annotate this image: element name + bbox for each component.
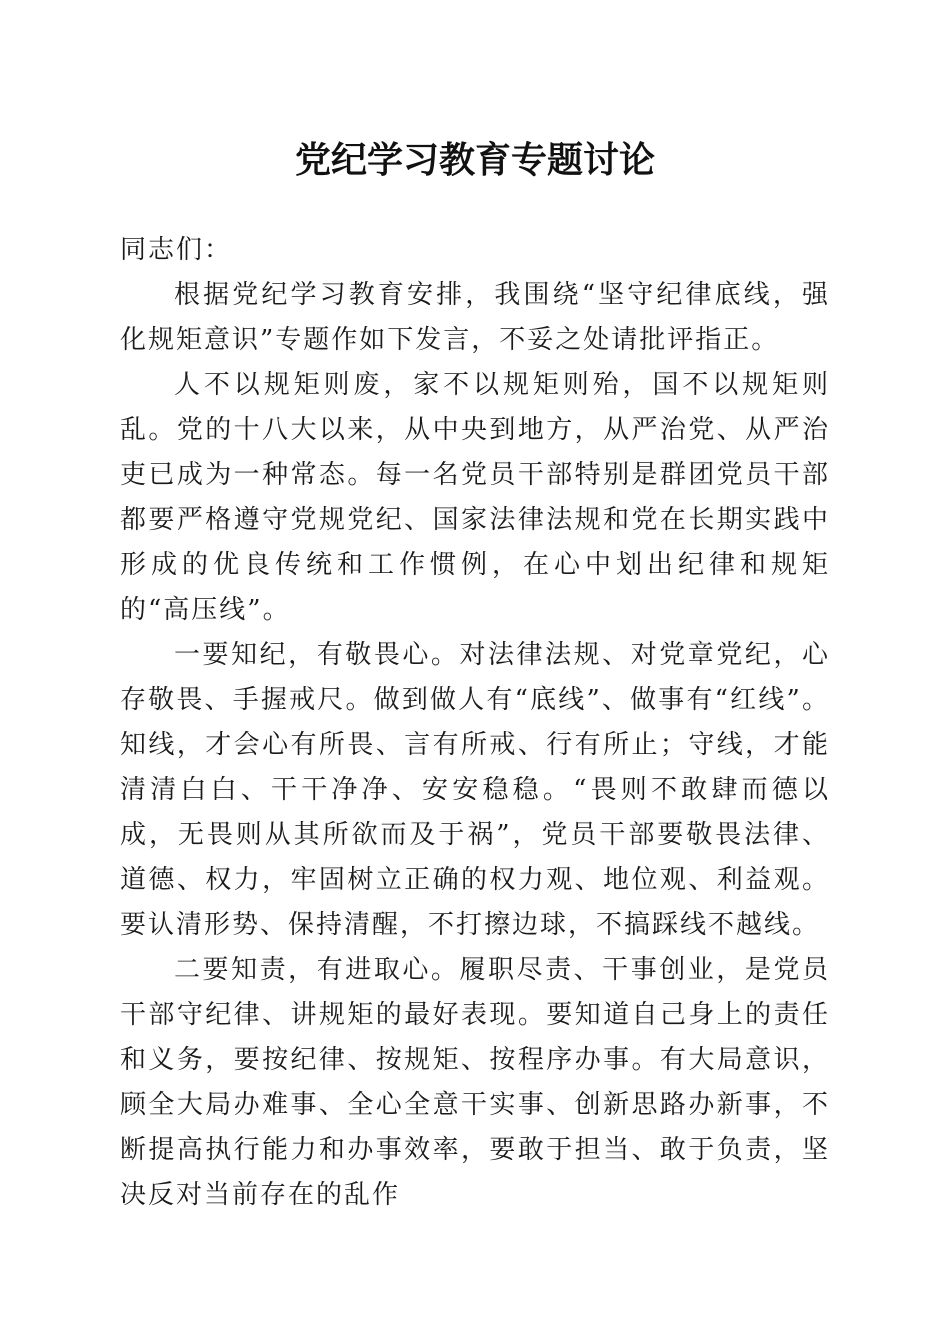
paragraph-rules: 人不以规矩则废，家不以规矩则殆，国不以规矩则乱。党的十八大以来，从中央到地方，从严治党、从严治吏已成为一种常态。每一名党员干部特别是群团党员干部都要严格遵守党规党纪、国家法律法规和党在长期实践中形成的优良传统和工作惯例，在心中划出纪律和规矩的“高压线”。	[120, 370, 830, 625]
paragraph-know-discipline: 一要知纪，有敬畏心。对法律法规、对党章党纪，心存敬畏、手握戒尺。做到做人有“底线”、做事有“红线”。知线，才会心有所畏、言有所戒、行有所止；守线，才能清清白白、干干净净、安安稳稳。“畏则不敢肆而德以成，无畏则从其所欲而及于祸”，党员干部要敬畏法律、道德、权力，牢固树立正确的权力观、地位观、利益观。要认清形势、保持清醒，不打擦边球，不搞踩线不越线。	[120, 640, 830, 940]
document-title: 党纪学习教育专题讨论	[294, 139, 655, 181]
salutation: 同志们：	[120, 235, 233, 265]
paragraph-know-responsibility: 二要知责，有进取心。履职尽责、干事创业，是党员干部守纪律、讲规矩的最好表现。要知道自己身上的责任和义务，要按纪律、按规矩、按程序办事。有大局意识，顾全大局办难事、全心全意干实事、创新思路办新事，不断提高执行能力和办事效率，要敢于担当、敢于负责，坚决反对当前存在的乱作	[120, 955, 830, 1210]
paragraph-intro: 根据党纪学习教育安排，我围绕“坚守纪律底线，强化规矩意识”专题作如下发言，不妥之处请批评指正。	[120, 280, 830, 355]
document-body	[120, 228, 830, 1218]
